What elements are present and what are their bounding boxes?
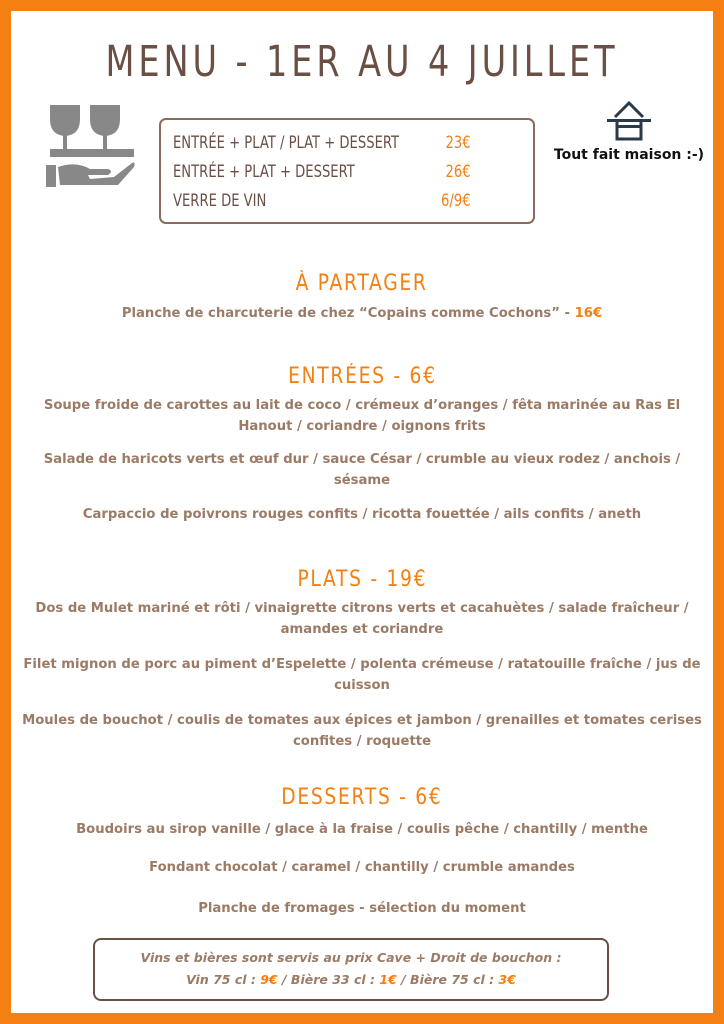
menu-item: Salade de haricots verts et œuf dur / sauce César / crumble au vieux rodez / anchois / sésame: [43, 452, 681, 488]
section-title-partager: [11, 271, 713, 296]
menu-item: [21, 303, 703, 324]
homemade-label: Tout fait maison :-): [553, 147, 705, 163]
menu-page: [11, 11, 713, 1013]
vin-label: Vin 75 cl :: [186, 972, 256, 987]
section-title-text: PLATS - 19€: [297, 567, 427, 592]
drinks-prices-line: [95, 969, 607, 991]
menu-item: Carpaccio de poivrons rouges confits / ricotta fouettée / ails confits / aneth: [82, 507, 642, 522]
menu-item: Filet mignon de porc au piment d’Espelette / polenta crémeuse / ratatouille fraîche / jus de cuisson: [23, 657, 701, 693]
section-title-entrees: [11, 364, 713, 389]
biere33-price: 1€: [379, 972, 397, 987]
drinks-info-box: [93, 938, 609, 1001]
menu-item-text: Planche de charcuterie de chez “Copains comme Cochons” -: [121, 306, 571, 321]
section-title-text: ENTRÉES - 6€: [287, 364, 437, 389]
menu-item: Fondant chocolat / caramel / chantilly / crumble amandes: [149, 860, 575, 875]
formula-price: 23€: [445, 133, 471, 153]
formula-price: 26€: [445, 162, 471, 182]
formula-row: [173, 187, 471, 215]
formula-price: 6/9€: [441, 191, 471, 211]
house-icon: [605, 99, 653, 143]
formula-label: ENTRÉE + PLAT / PLAT + DESSERT: [173, 133, 399, 153]
vin-price: 9€: [260, 972, 278, 987]
biere33-label: / Bière 33 cl :: [282, 972, 376, 987]
page-title: MENU - 1ER AU 4 JUILLET: [105, 37, 619, 87]
wine-glasses-serving-hand-icon: [44, 99, 136, 191]
formula-label: ENTRÉE + PLAT + DESSERT: [173, 162, 355, 182]
menu-item: Soupe froide de carottes au lait de coco / crémeux d’oranges / fêta marinée au Ras El Hanout / coriandre / oignons frits: [43, 398, 681, 434]
formula-label: VERRE DE VIN: [173, 191, 267, 211]
section-title-plats: [11, 567, 713, 592]
biere75-price: 3€: [498, 972, 516, 987]
section-title-text: À PARTAGER: [296, 271, 428, 296]
section-title-text: DESSERTS - 6€: [281, 785, 443, 810]
menu-item: Boudoirs au sirop vanille / glace à la fraise / coulis pêche / chantilly / menthe: [76, 822, 648, 837]
price-formulas-box: [159, 118, 535, 224]
section-title-desserts: [11, 785, 713, 810]
menu-item: Dos de Mulet mariné et rôti / vinaigrette citrons verts et cacahuètes / salade fraîcheur / amandes et coriandre: [35, 601, 689, 637]
biere75-label: / Bière 75 cl :: [401, 972, 495, 987]
menu-item-price: 16€: [574, 306, 603, 321]
formula-row: [173, 129, 471, 157]
drinks-info-line: Vins et bières sont servis au prix Cave + Droit de bouchon :: [140, 950, 562, 965]
formula-row: [173, 158, 471, 186]
menu-item: Moules de bouchot / coulis de tomates aux épices et jambon / grenailles et tomates cerises confites / roquette: [22, 713, 702, 749]
homemade-badge: [549, 99, 709, 165]
menu-item: Planche de fromages - sélection du moment: [198, 901, 526, 916]
